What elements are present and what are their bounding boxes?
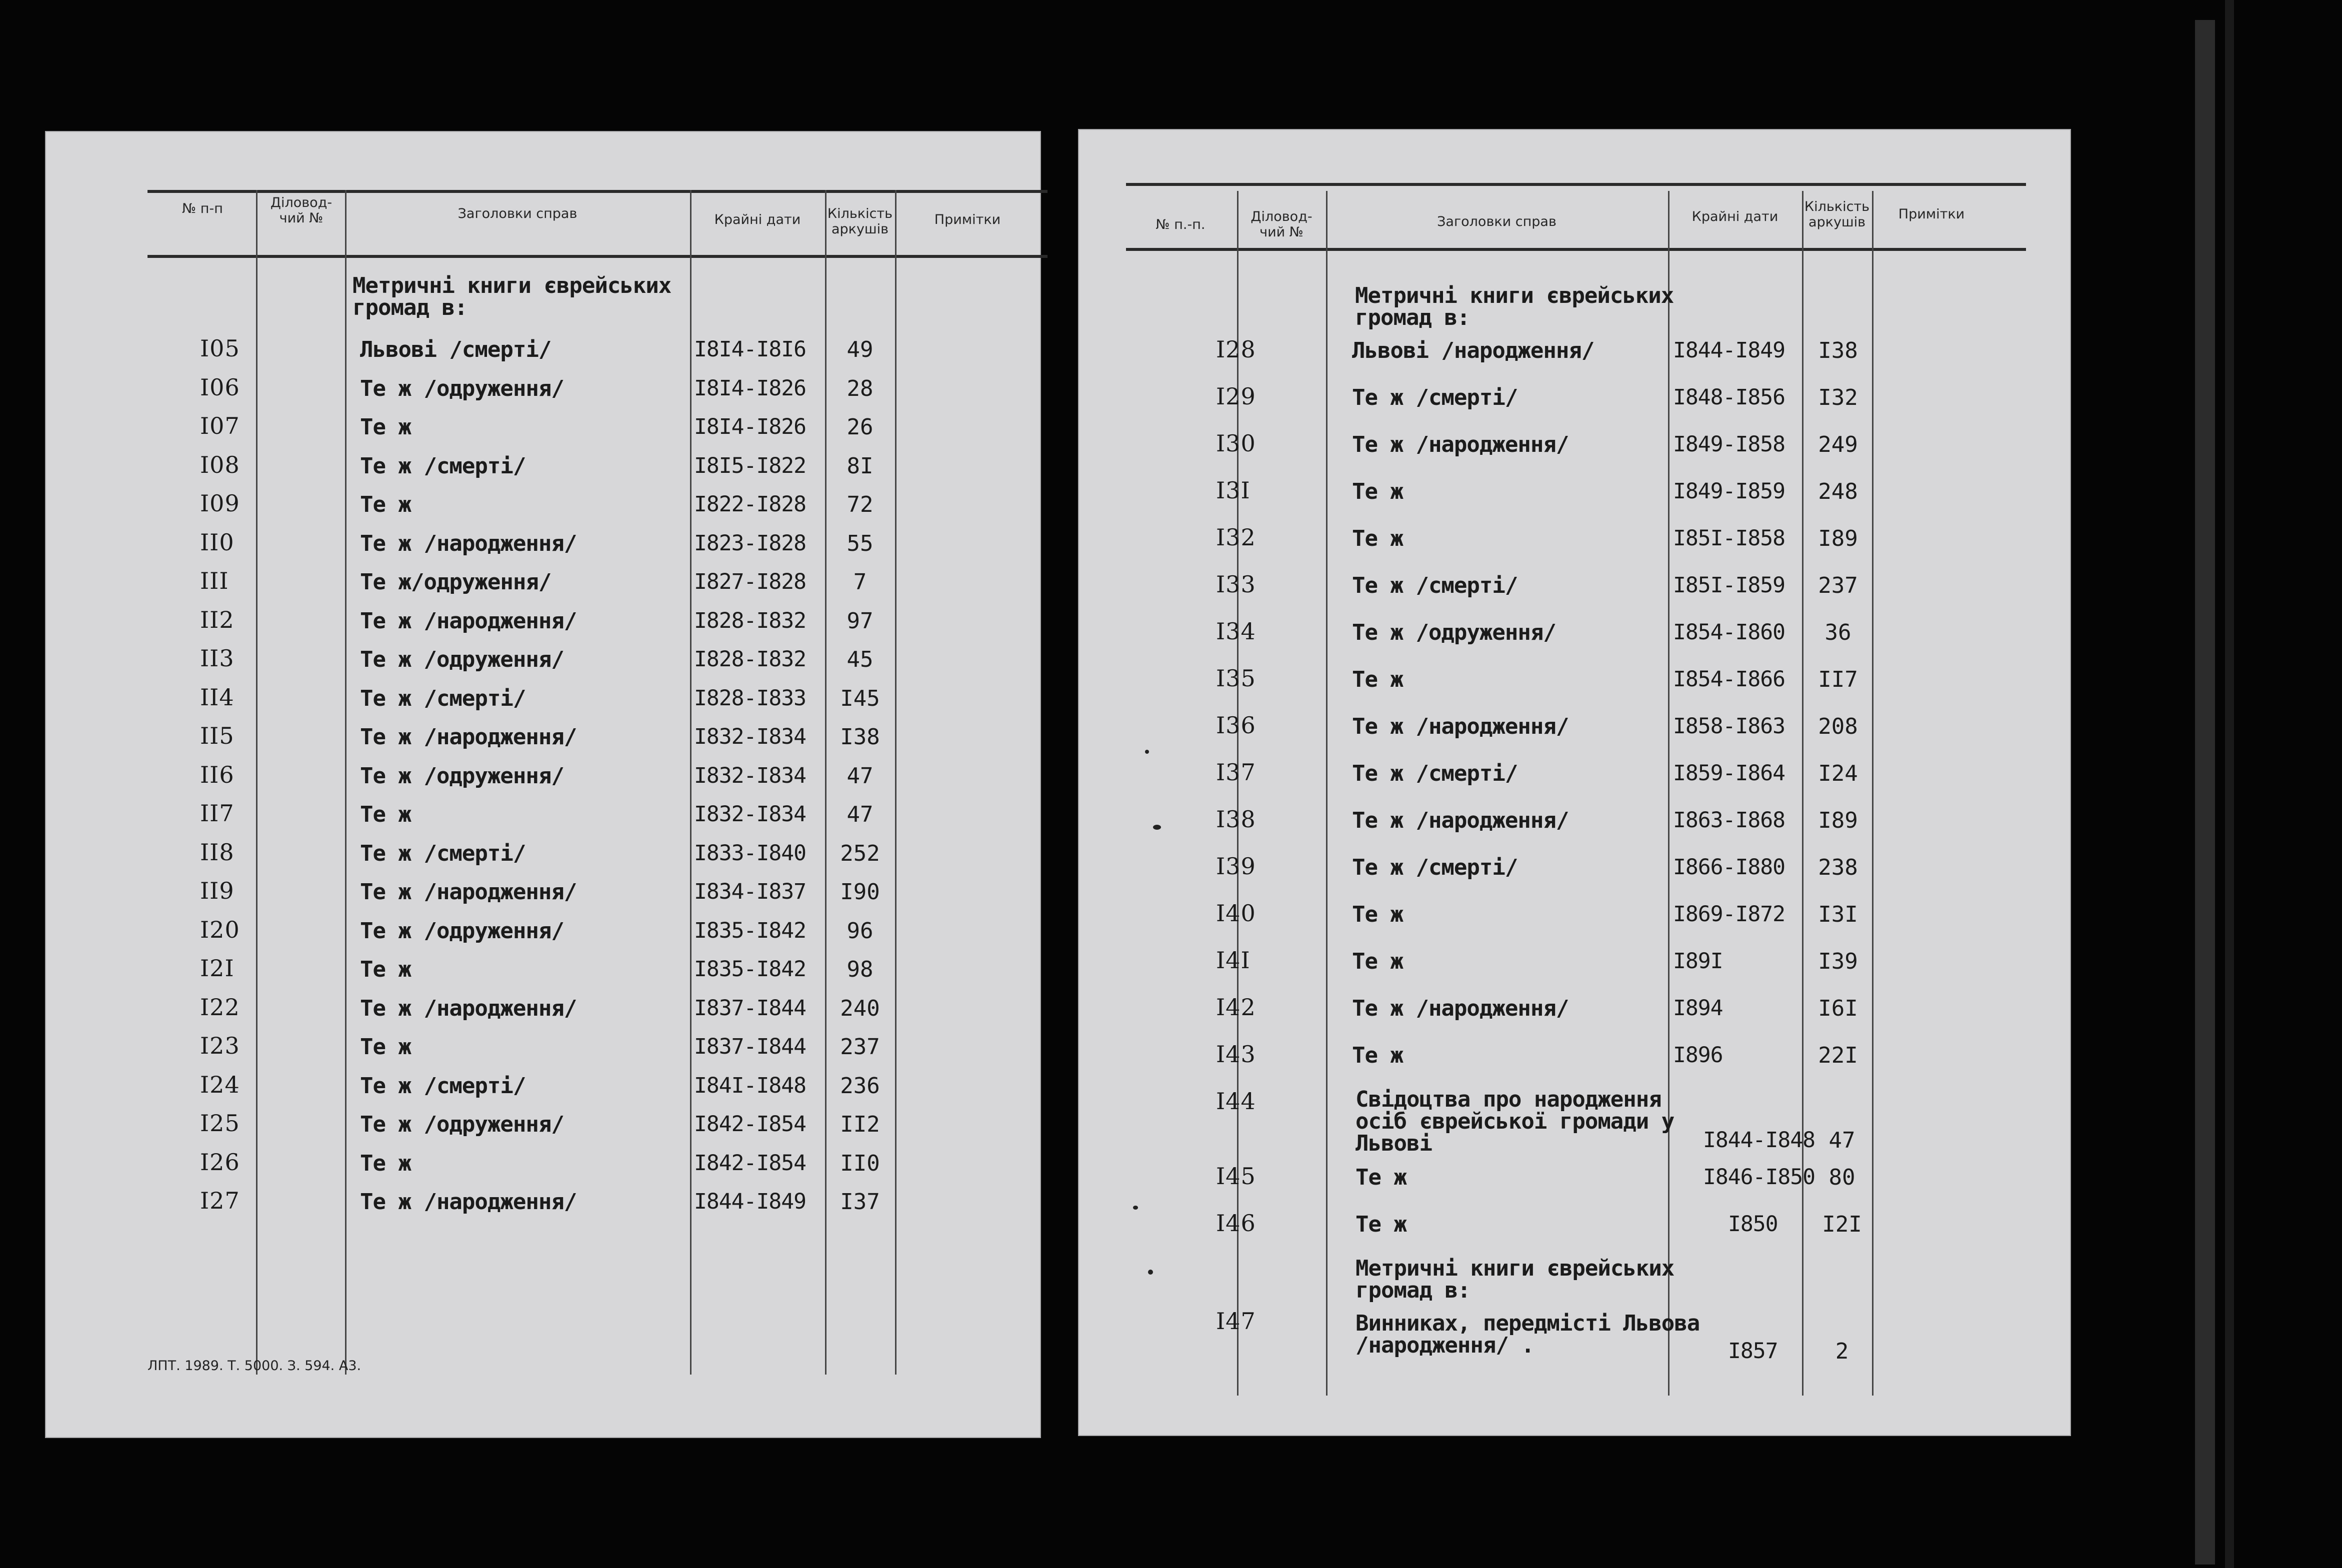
- column-divider: [345, 190, 346, 1375]
- row-dates: I848-I856: [1673, 385, 1785, 410]
- row-sheet-count: 240: [840, 995, 880, 1021]
- row-sheet-count: 72: [846, 492, 874, 517]
- header-dates: Крайні дати: [714, 212, 801, 227]
- row-dates: I89I: [1673, 949, 1723, 974]
- row-title: Те ж /смерті/: [1352, 761, 1518, 786]
- row-dates: I832-I834: [694, 763, 806, 788]
- row-number: I39: [1216, 853, 1256, 880]
- header-top-rule: [1126, 183, 2026, 186]
- row-number: I28: [1216, 336, 1256, 363]
- row-sheet-count: 7: [853, 569, 867, 595]
- row-title: Те ж: [1356, 1165, 1406, 1190]
- row-sheet-count: 55: [846, 530, 874, 556]
- row-dates: I854-I866: [1673, 667, 1785, 692]
- row-dates: I849-I858: [1673, 432, 1785, 457]
- row-number: I33: [1216, 571, 1256, 598]
- row-dates: I85I-I858: [1673, 526, 1785, 551]
- row-title: Те ж: [1356, 1212, 1406, 1237]
- row-title: Те ж: [1352, 902, 1403, 927]
- column-divider: [1326, 191, 1328, 1396]
- row-dates: I828-I833: [694, 685, 806, 711]
- row-title: Те ж /одруження/: [360, 918, 564, 944]
- row-number: I06: [200, 373, 240, 401]
- row-dates: I828-I832: [694, 608, 806, 633]
- row-dates: I863-I868: [1673, 808, 1785, 833]
- row-number: I37: [1216, 759, 1256, 786]
- header-dates: Крайні дати: [1692, 209, 1778, 224]
- header-notes: Примітки: [1898, 206, 1965, 222]
- row-title: Те ж /одруження/: [360, 647, 564, 672]
- row-dates: I8I4-I826: [694, 414, 806, 439]
- row-title: Те ж /одруження/: [360, 1112, 564, 1137]
- row-dates: I85I-I859: [1673, 573, 1785, 598]
- row-title: Те ж: [1352, 479, 1403, 504]
- row-number: I3I: [1216, 477, 1250, 504]
- row-sheet-count: II2: [840, 1112, 880, 1137]
- row-dates: I894: [1673, 996, 1723, 1021]
- column-divider: [1802, 191, 1804, 1396]
- row-sheet-count: 28: [846, 375, 874, 401]
- row-dates: I842-I854: [694, 1112, 806, 1137]
- scan-speck: [1145, 750, 1149, 754]
- row-number: I24: [200, 1071, 240, 1098]
- row-title: Те ж /одруження/: [1352, 620, 1556, 645]
- row-title: Те ж /народження/: [1352, 808, 1569, 833]
- row-number: I25: [200, 1110, 240, 1137]
- row-number: I2I: [200, 955, 234, 982]
- row-sheet-count: 249: [1818, 432, 1858, 457]
- row-sheet-count: I45: [840, 685, 880, 711]
- row-title: Винниках, передмісті Львова /народження/ .: [1356, 1311, 1700, 1358]
- header-notes: Примітки: [934, 212, 1001, 227]
- row-dates: I8I5-I822: [694, 453, 806, 478]
- header-office-number: Діловод- чий №: [270, 195, 332, 226]
- row-dates: I832-I834: [694, 802, 806, 827]
- row-number: II6: [200, 761, 234, 788]
- row-number: I26: [200, 1148, 240, 1176]
- header-bottom-rule: [148, 255, 1048, 258]
- row-number: I44: [1216, 1088, 1256, 1115]
- row-number: I08: [200, 451, 240, 478]
- scan-edge-stripe: [2225, 0, 2234, 1568]
- row-dates: I837-I844: [694, 1034, 806, 1059]
- row-title: Львові /народження/: [1352, 338, 1594, 363]
- row-title: Те ж: [360, 1150, 411, 1176]
- column-divider: [690, 190, 692, 1375]
- row-sheet-count: 47: [846, 763, 874, 789]
- header-bottom-rule: [1126, 248, 2026, 251]
- row-title: Те ж /смерті/: [360, 840, 526, 866]
- scan-speck: [1148, 1270, 1153, 1275]
- row-dates: I857: [1728, 1339, 1778, 1364]
- section-heading: Метричні книги єврейських громад в:: [1356, 1256, 1674, 1303]
- row-title: Те ж /смерті/: [1352, 855, 1518, 880]
- row-sheet-count: I90: [840, 879, 880, 905]
- row-title: Те ж /смерті/: [360, 1073, 526, 1099]
- row-sheet-count: I37: [840, 1189, 880, 1215]
- row-sheet-count: 47: [1828, 1128, 1856, 1153]
- row-sheet-count: 49: [846, 337, 874, 362]
- row-number: I20: [200, 916, 240, 943]
- row-title: Те ж /народження/: [360, 879, 577, 905]
- row-number: I47: [1216, 1308, 1256, 1335]
- row-number: III: [200, 567, 229, 594]
- row-title: Те ж: [360, 414, 411, 440]
- row-dates: I842-I854: [694, 1150, 806, 1176]
- row-sheet-count: 252: [840, 840, 880, 866]
- row-sheet-count: 2: [1835, 1339, 1849, 1364]
- header-top-rule: [148, 190, 1048, 193]
- row-number: I4I: [1216, 947, 1250, 974]
- row-sheet-count: II7: [1818, 667, 1858, 692]
- row-number: I43: [1216, 1041, 1256, 1068]
- column-divider: [895, 190, 896, 1375]
- row-dates: I8I4-I826: [694, 375, 806, 401]
- row-title: Те ж: [360, 957, 411, 982]
- row-number: I32: [1216, 524, 1256, 551]
- row-title: Те ж /народження/: [360, 1189, 577, 1215]
- row-title: Те ж: [360, 492, 411, 517]
- row-dates: I8I4-I8I6: [694, 337, 806, 362]
- row-title: Те ж /смерті/: [360, 685, 526, 711]
- row-title: Те ж: [1352, 667, 1403, 692]
- row-sheet-count: I38: [1818, 338, 1858, 363]
- right-page: [1078, 129, 2071, 1436]
- row-number: I22: [200, 993, 240, 1021]
- row-dates: I869-I872: [1673, 902, 1785, 927]
- row-sheet-count: 238: [1818, 855, 1858, 880]
- row-title: Те ж: [1352, 526, 1403, 551]
- row-title: Свідоцтва про народження осіб єврейської громади у Львові: [1356, 1087, 1674, 1156]
- row-sheet-count: I39: [1818, 949, 1858, 974]
- row-title: Те ж /народження/: [1352, 432, 1569, 457]
- row-title: Те ж /народження/: [360, 608, 577, 634]
- row-number: II4: [200, 683, 234, 711]
- row-dates: I827-I828: [694, 569, 806, 594]
- row-sheet-count: 47: [846, 802, 874, 827]
- scan-edge-stripe: [2195, 20, 2215, 1565]
- row-title: Те ж /народження/: [1352, 714, 1569, 739]
- row-number: II8: [200, 838, 234, 866]
- row-dates: I844-I849: [694, 1189, 806, 1214]
- section-heading: Метричні книги єврейських громад в:: [352, 273, 672, 320]
- row-number: II0: [200, 528, 234, 556]
- row-sheet-count: I32: [1818, 385, 1858, 410]
- row-number: II5: [200, 722, 234, 749]
- row-dates: I822-I828: [694, 492, 806, 517]
- row-dates: I844-I848: [1703, 1128, 1815, 1153]
- row-dates: I832-I834: [694, 724, 806, 749]
- row-sheet-count: I38: [840, 724, 880, 750]
- row-title: Те ж /одруження/: [360, 763, 564, 789]
- row-number: I38: [1216, 806, 1256, 833]
- footer-print-mark: ЛПТ. 1989. Т. 5000. З. 594. А3.: [148, 1358, 362, 1374]
- header-sheet-count: Кількість аркушів: [827, 206, 893, 237]
- row-sheet-count: I89: [1818, 526, 1858, 551]
- row-dates: I850: [1728, 1212, 1778, 1237]
- row-sheet-count: 208: [1818, 714, 1858, 739]
- row-title: Те ж/одруження/: [360, 569, 552, 595]
- row-number: II9: [200, 877, 234, 904]
- row-number: I23: [200, 1032, 240, 1059]
- row-sheet-count: I89: [1818, 808, 1858, 833]
- header-no: № п-п: [182, 201, 223, 216]
- row-dates: I854-I860: [1673, 620, 1785, 645]
- section-heading: Метричні книги єврейських громад в:: [1355, 283, 1674, 330]
- row-sheet-count: 98: [846, 957, 874, 982]
- row-number: I46: [1216, 1210, 1256, 1237]
- row-title: Те ж /народження/: [1352, 996, 1569, 1021]
- row-title: Те ж /одруження/: [360, 375, 564, 401]
- row-number: I30: [1216, 430, 1256, 457]
- row-dates: I896: [1673, 1043, 1723, 1068]
- row-sheet-count: I2I: [1822, 1212, 1862, 1237]
- row-sheet-count: 26: [846, 414, 874, 440]
- row-number: I36: [1216, 712, 1256, 739]
- row-number: II3: [200, 645, 234, 672]
- row-sheet-count: 97: [846, 608, 874, 634]
- row-sheet-count: 248: [1818, 479, 1858, 504]
- row-dates: I846-I850: [1703, 1165, 1815, 1190]
- row-dates: I835-I842: [694, 957, 806, 982]
- header-sheet-count: Кількість аркушів: [1804, 199, 1870, 230]
- row-title: Те ж: [1352, 1043, 1403, 1068]
- row-number: I34: [1216, 618, 1256, 645]
- row-dates: I828-I832: [694, 647, 806, 672]
- row-sheet-count: 96: [846, 918, 874, 944]
- row-number: I07: [200, 412, 240, 439]
- row-sheet-count: I24: [1818, 761, 1858, 786]
- row-title: Те ж /народження/: [360, 530, 577, 556]
- row-title: Львові /смерті/: [360, 337, 552, 362]
- row-sheet-count: II0: [840, 1150, 880, 1176]
- left-page: [45, 131, 1041, 1438]
- row-title: Те ж /смерті/: [360, 453, 526, 479]
- row-number: I35: [1216, 665, 1256, 692]
- header-office-number: Діловод- чий №: [1250, 209, 1312, 240]
- row-number: I09: [200, 490, 240, 517]
- row-sheet-count: 45: [846, 647, 874, 672]
- row-title: Те ж: [360, 802, 411, 827]
- row-dates: I866-I880: [1673, 855, 1785, 880]
- scan-speck: [1153, 825, 1161, 830]
- row-sheet-count: 237: [1818, 573, 1858, 598]
- row-title: Те ж: [360, 1034, 411, 1060]
- scan-speck: [1133, 1206, 1138, 1210]
- row-dates: I844-I849: [1673, 338, 1785, 363]
- row-sheet-count: 36: [1824, 620, 1852, 645]
- row-sheet-count: 236: [840, 1073, 880, 1099]
- row-title: Те ж /народження/: [360, 724, 577, 750]
- row-dates: I837-I844: [694, 995, 806, 1021]
- row-number: I05: [200, 335, 240, 362]
- row-number: II7: [200, 800, 234, 827]
- row-number: I42: [1216, 994, 1256, 1021]
- row-dates: I849-I859: [1673, 479, 1785, 504]
- row-number: II2: [200, 606, 234, 633]
- row-sheet-count: I6I: [1818, 996, 1858, 1021]
- row-dates: I834-I837: [694, 879, 806, 904]
- row-sheet-count: I3I: [1818, 902, 1858, 927]
- row-sheet-count: 80: [1828, 1165, 1856, 1190]
- column-divider: [256, 190, 258, 1375]
- row-dates: I84I-I848: [694, 1073, 806, 1098]
- header-titles: Заголовки справ: [458, 206, 578, 221]
- row-title: Те ж /смерті/: [1352, 573, 1518, 598]
- row-sheet-count: 237: [840, 1034, 880, 1060]
- row-number: I45: [1216, 1163, 1256, 1190]
- row-dates: I823-I828: [694, 530, 806, 556]
- row-sheet-count: 8I: [846, 453, 874, 479]
- row-dates: I833-I840: [694, 840, 806, 866]
- row-number: I40: [1216, 900, 1256, 927]
- row-dates: I835-I842: [694, 918, 806, 943]
- row-sheet-count: 22I: [1818, 1043, 1858, 1068]
- row-title: Те ж /смерті/: [1352, 385, 1518, 410]
- row-number: I27: [200, 1187, 240, 1214]
- header-no: № п.-п.: [1156, 217, 1206, 232]
- row-dates: I859-I864: [1673, 761, 1785, 786]
- row-number: I29: [1216, 383, 1256, 410]
- row-dates: I858-I863: [1673, 714, 1785, 739]
- header-titles: Заголовки справ: [1437, 214, 1556, 229]
- column-divider: [1668, 191, 1670, 1396]
- row-title: Те ж: [1352, 949, 1403, 974]
- row-title: Те ж /народження/: [360, 995, 577, 1021]
